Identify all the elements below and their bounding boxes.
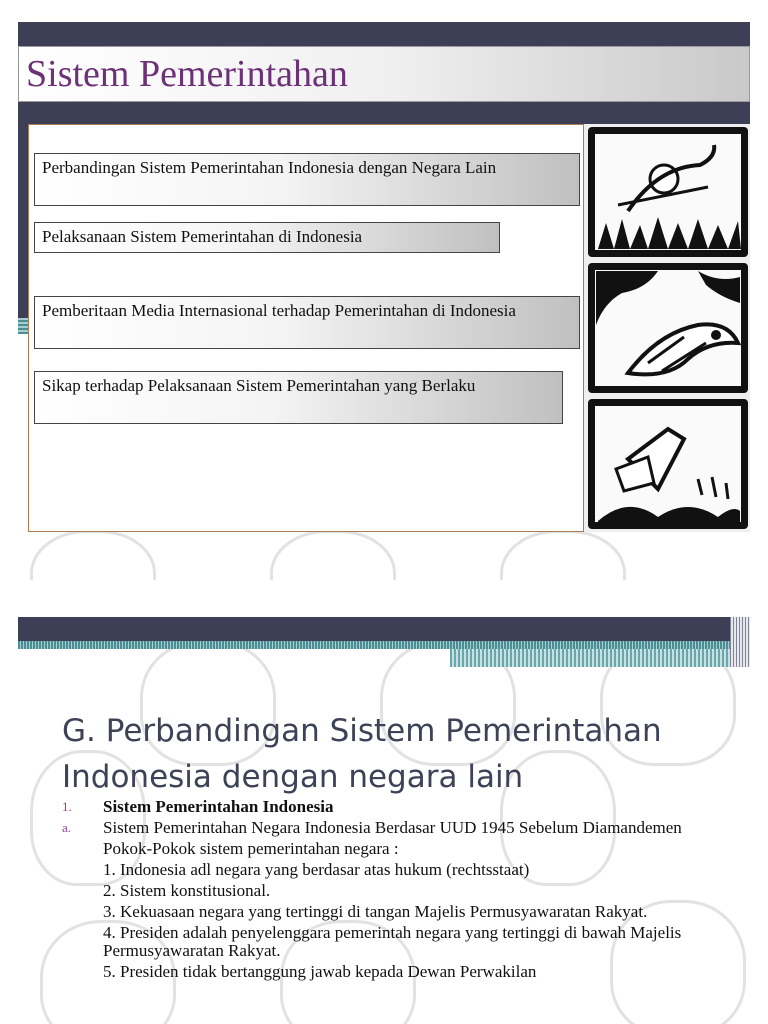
point-1: 1. Indonesia adl negara yang berdasar atas hukum (rechtsstaat)	[103, 860, 530, 879]
list-item-text: Sistem Pemerintahan Negara Indonesia Berdasar UUD 1945 Sebelum Diamandemen	[103, 818, 682, 837]
point-2: 2. Sistem konstitusional.	[103, 881, 271, 900]
list-item	[62, 819, 752, 837]
list-item-text: Sistem Pemerintahan Indonesia	[103, 797, 334, 816]
point-4: 4. Presiden adalah penyelenggara pemerintah negara yang tertinggi di bawah Majelis Permusyawaratan Rakyat.	[103, 923, 682, 960]
slide-title: Sistem Pemerintahan	[26, 53, 348, 95]
title-underband	[18, 102, 750, 124]
point-5: 5. Presiden tidak bertanggung jawab kepada Dewan Perwakilan	[103, 962, 537, 981]
watermark-face	[30, 530, 156, 580]
point-3: 3. Kekuasaan negara yang tertinggi di tangan Majelis Permusyawaratan Rakyat.	[103, 902, 648, 921]
list-marker: a.	[62, 820, 72, 835]
teal-accent-strip	[18, 641, 730, 649]
top-header-bar	[18, 617, 730, 641]
menu-item-pelaksanaan[interactable]: Pelaksanaan Sistem Pemerintahan di Indonesia	[34, 222, 500, 253]
list-marker: 1.	[62, 799, 72, 814]
menu-item-sikap[interactable]: Sikap terhadap Pelaksanaan Sistem Pemerintahan yang Berlaku	[34, 371, 563, 424]
menu-item-pemberitaan[interactable]: Pemberitaan Media Internasional terhadap Pemerintahan di Indonesia	[34, 296, 580, 349]
top-header-bar	[18, 22, 750, 46]
graffiti-image-1	[588, 127, 748, 257]
slide-heading: G. Perbandingan Sistem Pemerintahan Indonesia dengan negara lain	[62, 713, 662, 795]
content-list	[62, 798, 752, 981]
slide-2	[0, 580, 768, 1024]
watermark-face	[270, 530, 396, 580]
dither-accent	[730, 617, 750, 667]
list-item	[62, 798, 752, 816]
graffiti-image-2	[588, 263, 748, 393]
intro-text: Pokok-Pokok sistem pemerintahan negara :	[103, 839, 399, 858]
watermark-face	[500, 530, 626, 580]
menu-item-perbandingan[interactable]: Perbandingan Sistem Pemerintahan Indonesia dengan Negara Lain	[34, 153, 580, 206]
teal-accent-block	[450, 649, 730, 667]
graffiti-image-3	[588, 399, 748, 529]
